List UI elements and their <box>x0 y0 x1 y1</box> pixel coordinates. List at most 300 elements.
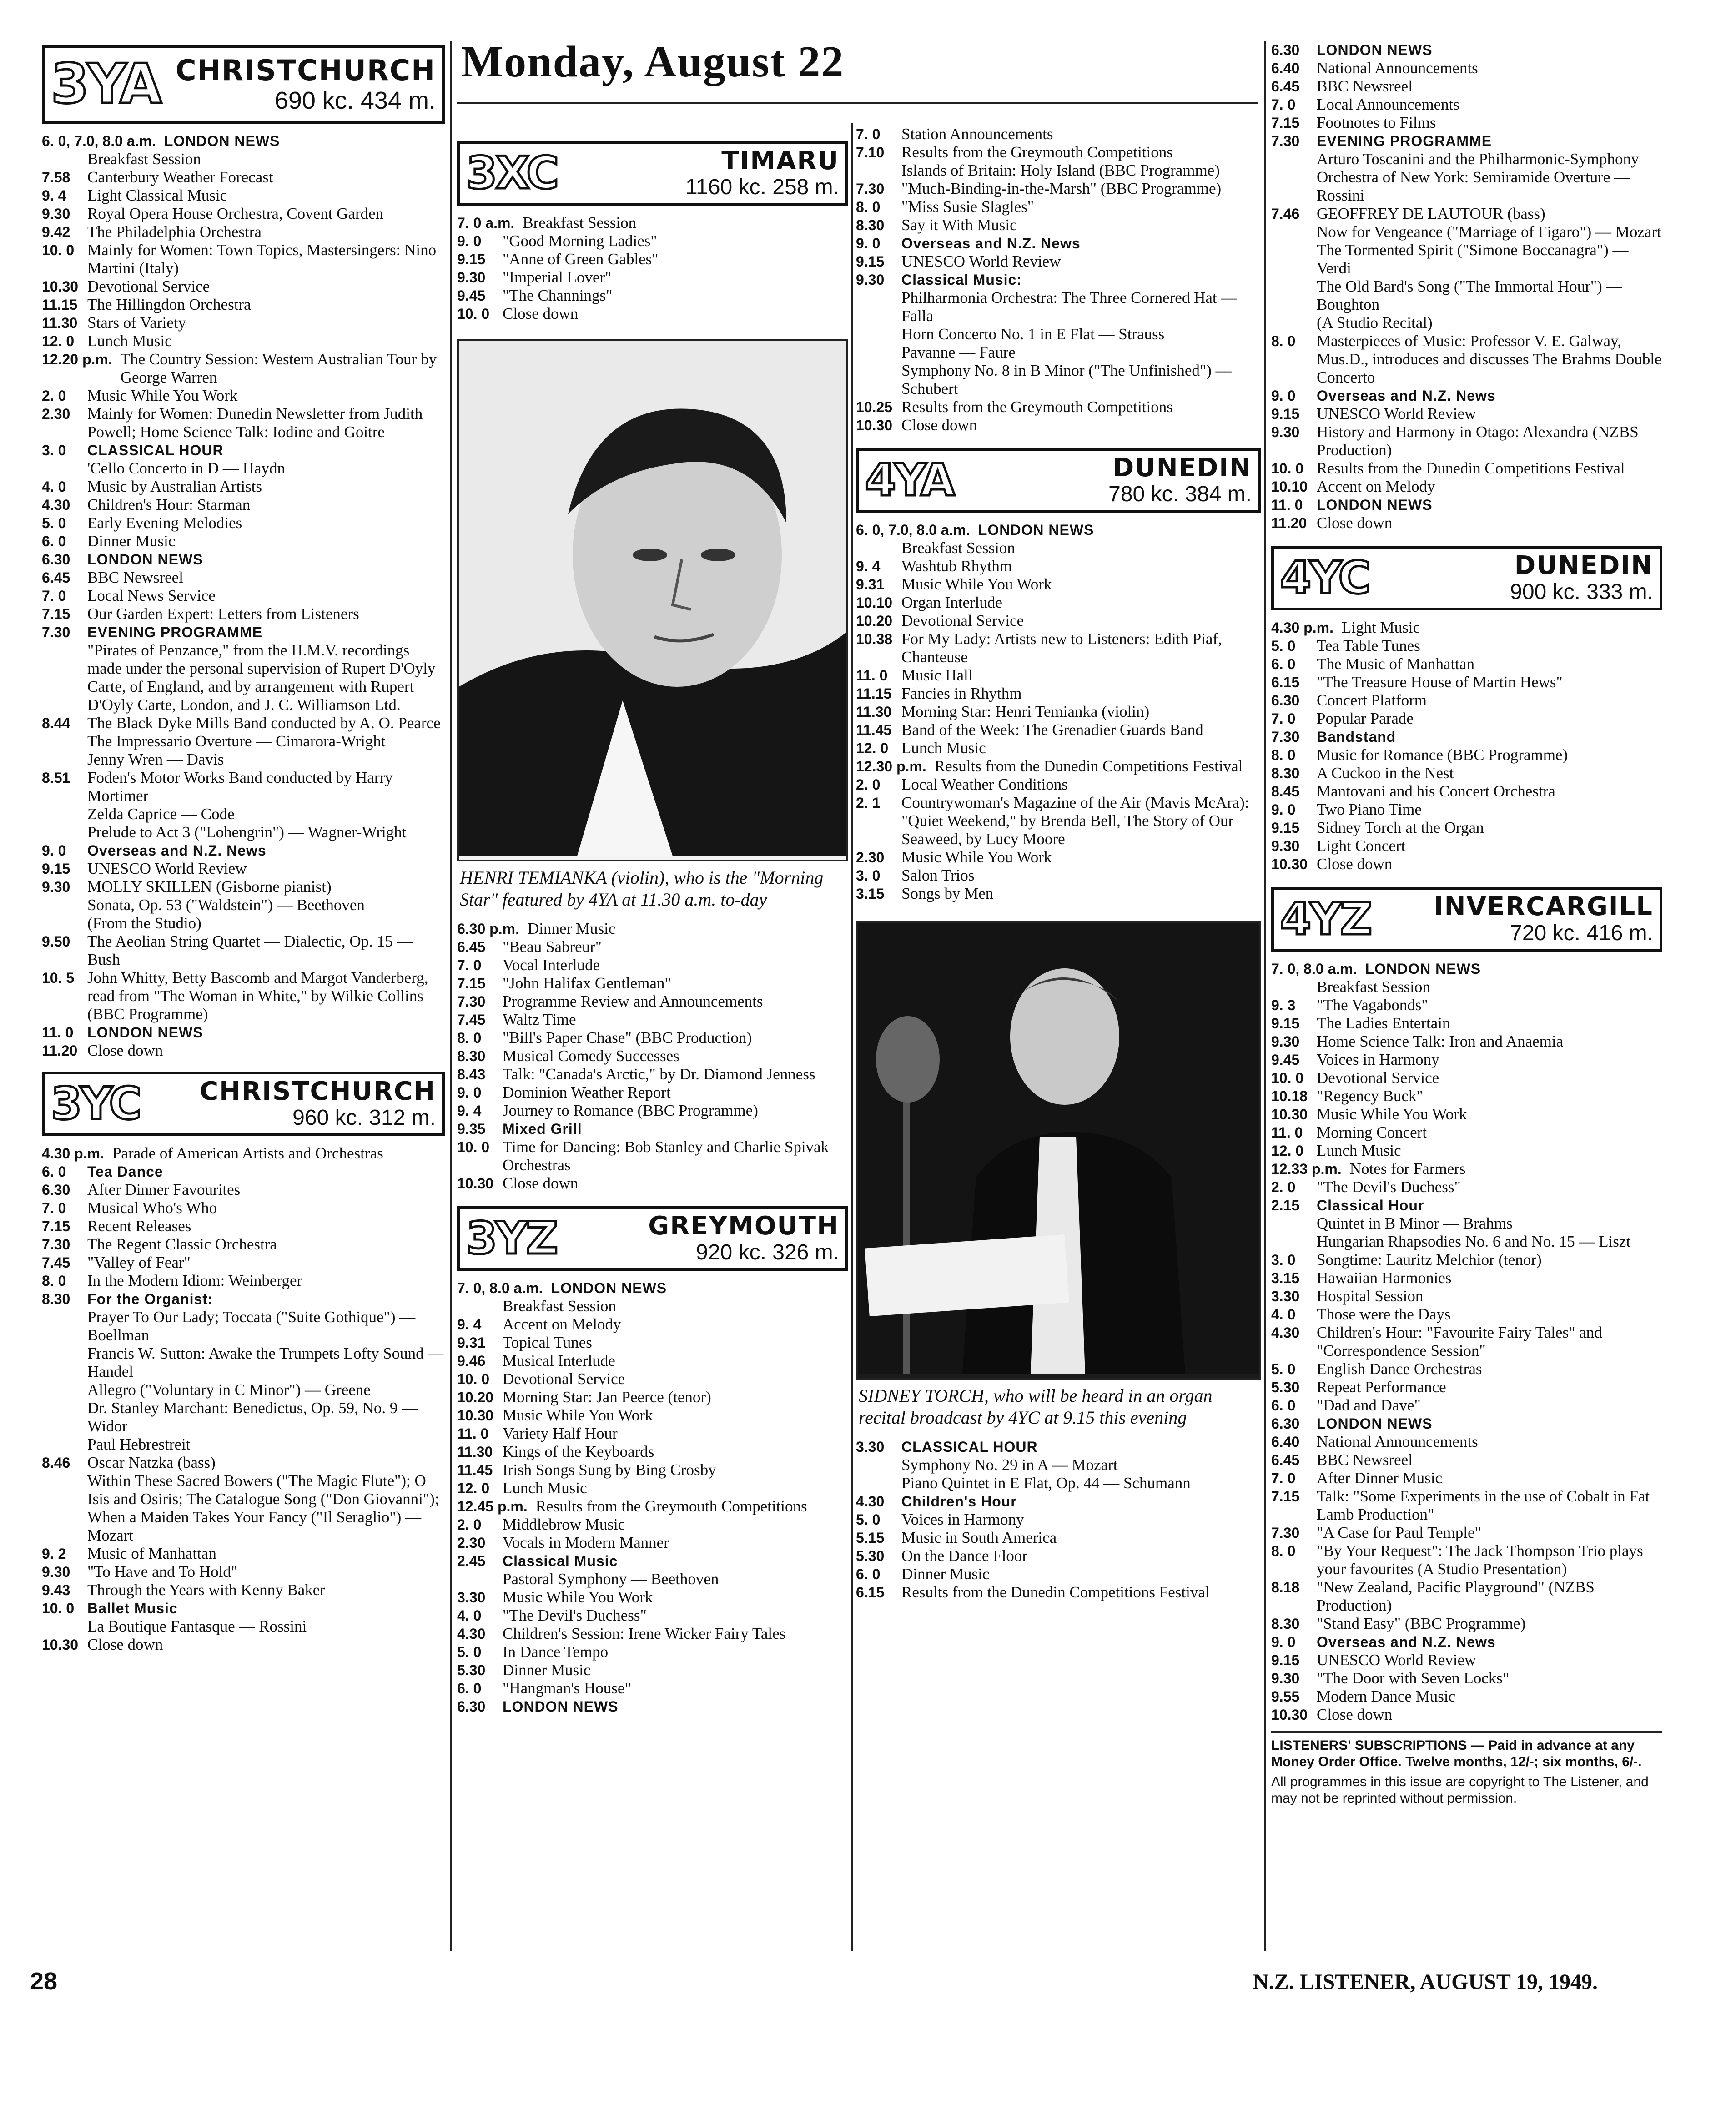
station-4ya-header <box>856 448 1261 513</box>
page-date-title: Monday, August 22 <box>461 37 845 86</box>
programme-time: 9.15 <box>1271 1015 1300 1032</box>
programme-row <box>856 703 1261 721</box>
station-3yz-header <box>457 1206 848 1271</box>
programme-title: For My Lady: Artists new to Listeners: Edith Piaf, Chanteuse <box>901 630 1222 666</box>
programme-title: Dinner Music <box>503 1661 591 1679</box>
station-4yz-header <box>1271 887 1662 952</box>
programme-time: 8.46 <box>42 1455 70 1471</box>
programme-row <box>42 223 445 241</box>
programme-title: "Pirates of Penzance," from the H.M.V. recordings made under the personal supervision of Rupert D'Oyly Carte, of England, and by arrangement with Rupert D'Oyly Carte, London, and J. C. Williamson Ltd. <box>87 641 436 714</box>
programme-row <box>42 769 445 805</box>
programme-row <box>42 1345 445 1381</box>
station-call-sign: 3XC <box>466 147 558 199</box>
programme-title: Accent on Melody <box>503 1315 621 1333</box>
programme-title: The Regent Classic Orchestra <box>87 1235 277 1253</box>
programme-row <box>42 1545 445 1563</box>
programme-title: Fancies in Rhythm <box>901 685 1022 702</box>
programme-time: 7. 0 <box>457 957 482 973</box>
programme-time: 4.30 p.m. <box>42 1145 104 1162</box>
programme-time: 6.15 <box>1271 674 1300 690</box>
programme-time: 5. 0 <box>1271 1361 1296 1377</box>
programme-title: Light Music <box>1341 619 1420 636</box>
programme-title: Canterbury Weather Forecast <box>87 168 273 186</box>
programme-title: Devotional Service <box>503 1370 625 1388</box>
programme-row <box>1271 114 1662 132</box>
programme-row <box>457 1174 848 1193</box>
programme-title: Early Evening Melodies <box>87 514 242 532</box>
programme-title: The Black Dyke Mills Band conducted by A. O. Pearce <box>87 714 441 732</box>
programme-time: 6. 0 <box>1271 656 1296 672</box>
programme-time: 9.31 <box>457 1334 486 1351</box>
programme-title: The Hillingdon Orchestra <box>87 296 251 313</box>
programme-row <box>856 685 1261 703</box>
programme-time: 10.30 <box>42 278 79 295</box>
programme-time: 6. 0 <box>457 1680 482 1697</box>
programme-time: 9.15 <box>42 861 70 877</box>
programme-time: 5. 0 <box>1271 638 1296 654</box>
programme-time: 8. 0 <box>1271 747 1296 763</box>
programme-title: Journey to Romance (BBC Programme) <box>503 1102 758 1119</box>
programme-time <box>457 1570 503 1588</box>
programme-row <box>856 143 1261 161</box>
programme-time: 7. 0 <box>42 1200 66 1216</box>
programme-row <box>1271 1487 1662 1524</box>
programme-time: 7. 0 <box>1271 1470 1296 1486</box>
station-city: CHRISTCHURCH <box>200 1077 436 1106</box>
programme-time: 6. 0, 7.0, 8.0 a.m. <box>856 522 970 538</box>
programme-row <box>1271 1142 1662 1160</box>
programme-time: 10.18 <box>1271 1088 1308 1104</box>
station-call-sign: 4YC <box>1280 552 1369 604</box>
programme-time: 5. 0 <box>856 1511 881 1528</box>
programme-title: Dinner Music <box>901 1565 990 1583</box>
programme-title: Close down <box>503 1174 579 1192</box>
programme-title: LONDON NEWS <box>87 1024 203 1041</box>
programme-title: Those were the Days <box>1317 1305 1451 1323</box>
programme-time: 2.30 <box>457 1535 486 1551</box>
programme-time: 8.30 <box>457 1048 486 1064</box>
programme-time <box>42 459 87 478</box>
programme-time: 9.15 <box>1271 820 1300 836</box>
programme-title: Accent on Melody <box>1317 478 1435 495</box>
programme-list-3xc <box>457 214 848 323</box>
programme-row <box>42 514 445 532</box>
programme-title: Close down <box>87 1636 163 1653</box>
programme-row <box>1271 241 1662 277</box>
programme-title: Overseas and N.Z. News <box>87 842 267 859</box>
column-1 <box>42 41 445 1654</box>
programme-title: Station Announcements <box>901 125 1053 143</box>
programme-title: Hawaiian Harmonies <box>1317 1269 1452 1287</box>
programme-title: Oscar Natzka (bass) <box>87 1454 216 1471</box>
programme-time: 12. 0 <box>42 333 75 349</box>
programme-row <box>42 277 445 296</box>
column-3 <box>856 125 1261 1601</box>
programme-title: "Anne of Green Gables" <box>503 250 659 268</box>
programme-title: For the Organist: <box>87 1291 213 1307</box>
programme-time: 11.15 <box>856 685 892 702</box>
programme-title: "Valley of Fear" <box>87 1254 191 1271</box>
programme-title: Stars of Variety <box>87 314 186 332</box>
programme-time: 7.30 <box>42 624 70 640</box>
programme-title: Time for Dancing: Bob Stanley and Charlie Spivak Orchestras <box>503 1138 829 1174</box>
programme-title: Dominion Weather Report <box>503 1083 671 1101</box>
programme-time: 11.30 <box>457 1444 493 1460</box>
programme-row <box>856 666 1261 685</box>
programme-row <box>856 630 1261 666</box>
programme-row <box>1271 728 1662 746</box>
programme-time: 2.45 <box>457 1553 486 1569</box>
programme-title: UNESCO World Review <box>87 860 247 877</box>
programme-row <box>42 1381 445 1399</box>
station-call-sign: 3YC <box>51 1078 140 1130</box>
programme-row <box>1271 710 1662 728</box>
programme-time: 9.50 <box>42 933 70 950</box>
programme-row <box>42 168 445 186</box>
programme-time: 11.30 <box>856 704 892 720</box>
programme-time: 11. 0 <box>457 1425 489 1442</box>
portrait-image <box>459 341 846 856</box>
programme-title: Pavanne — Faure <box>901 343 1016 361</box>
programme-time <box>1271 1233 1317 1251</box>
programme-row <box>457 305 848 323</box>
programme-title: LONDON NEWS <box>87 551 203 568</box>
programme-title: Classical Hour <box>1317 1197 1424 1214</box>
programme-time: 9.31 <box>856 576 885 593</box>
programme-time: 8.43 <box>457 1066 486 1083</box>
programme-row <box>42 459 445 478</box>
programme-time: 6. 0 <box>856 1566 881 1582</box>
programme-row <box>42 587 445 605</box>
programme-row <box>42 478 445 496</box>
programme-title: LONDON NEWS <box>1365 961 1481 977</box>
programme-title: Music While You Work <box>901 848 1052 866</box>
programme-time: 9. 4 <box>457 1103 482 1119</box>
programme-row <box>1271 41 1662 59</box>
programme-row <box>1271 514 1662 532</box>
programme-time: 11. 0 <box>1271 1124 1303 1141</box>
column-4 <box>1271 41 1662 1807</box>
programme-title: "The Channings" <box>503 287 613 304</box>
programme-time: 9. 0 <box>457 233 482 249</box>
programme-title: Close down <box>1317 514 1393 532</box>
programme-title: UNESCO World Review <box>1317 405 1476 423</box>
programme-row <box>856 1529 1261 1547</box>
programme-title: Lunch Music <box>87 332 172 350</box>
programme-row <box>1271 223 1662 241</box>
programme-time: 3.15 <box>1271 1270 1300 1286</box>
programme-time <box>42 805 87 823</box>
programme-title: Musical Comedy Successes <box>503 1047 679 1065</box>
programme-title: "Imperial Lover" <box>503 268 612 286</box>
programme-row <box>1271 978 1662 996</box>
station-frequency: 900 kc. 333 m. <box>1510 580 1653 604</box>
programme-row <box>42 914 445 932</box>
programme-title: On the Dance Floor <box>901 1547 1028 1565</box>
programme-title: Results from the Greymouth Competitions <box>901 143 1173 161</box>
programme-row <box>1271 77 1662 96</box>
programme-time <box>1271 978 1317 996</box>
photo-caption: HENRI TEMIANKA (violin), who is the "Morning Star" featured by 4YA at 11.30 a.m. to-day <box>460 867 824 910</box>
programme-title: LONDON NEWS <box>978 522 1094 538</box>
programme-row <box>42 387 445 405</box>
programme-time: 7.30 <box>856 181 885 197</box>
programme-time: 12.20 p.m. <box>42 351 112 368</box>
programme-time: 10.30 <box>1271 1707 1308 1723</box>
programme-title: Music While You Work <box>503 1588 653 1606</box>
programme-time: 12. 0 <box>1271 1143 1304 1159</box>
programme-row <box>42 896 445 914</box>
programme-time: 10.30 <box>42 1637 79 1653</box>
programme-title: Prelude to Act 3 ("Lohengrin") — Wagner-Wright <box>87 823 407 841</box>
programme-title: Children's Hour: Starman <box>87 496 251 514</box>
programme-row <box>42 1617 445 1636</box>
programme-title: In the Modern Idiom: Weinberger <box>87 1272 302 1289</box>
programme-title: "The Devil's Duchess" <box>1317 1178 1461 1196</box>
programme-time: 4. 0 <box>42 478 66 495</box>
programme-title: Allegro ("Voluntary in C Minor") — Greene <box>87 1381 371 1399</box>
programme-time <box>856 343 901 362</box>
programme-time: 2.30 <box>856 849 885 866</box>
programme-time <box>42 1345 87 1381</box>
programme-row <box>856 739 1261 757</box>
programme-title: Results from the Dunedin Competitions Festival <box>934 757 1243 775</box>
programme-time: 4.30 <box>42 497 70 513</box>
programme-row <box>1271 1233 1662 1251</box>
programme-time: 6.30 p.m. <box>457 921 519 937</box>
programme-time: 6.45 <box>1271 1452 1300 1468</box>
programme-title: Breakfast Session <box>87 150 201 168</box>
programme-row <box>42 532 445 550</box>
programme-title: Breakfast Session <box>901 539 1015 557</box>
programme-time: 9.30 <box>42 206 70 222</box>
programme-time: 9.30 <box>1271 424 1300 440</box>
programme-time: 8. 0 <box>457 1030 482 1046</box>
programme-row <box>1271 1542 1662 1578</box>
programme-row <box>1271 1360 1662 1378</box>
programme-title: Parade of American Artists and Orchestras <box>112 1144 383 1162</box>
programme-row <box>42 1144 445 1163</box>
programme-title: (From the Studio) <box>87 914 201 932</box>
programme-row <box>1271 1451 1662 1469</box>
programme-time: 6.30 <box>457 1698 486 1715</box>
programme-row <box>457 287 848 305</box>
programme-title: Sidney Torch at the Organ <box>1317 819 1484 836</box>
programme-time: 8.30 <box>42 1291 70 1307</box>
programme-time <box>856 289 901 325</box>
programme-time: 9. 4 <box>856 558 881 574</box>
programme-time <box>42 1435 87 1454</box>
programme-title: Overseas and N.Z. News <box>1317 1634 1496 1650</box>
programme-title: Our Garden Expert: Letters from Listeners <box>87 605 359 623</box>
programme-time: 9.30 <box>457 269 486 286</box>
programme-row <box>457 920 848 938</box>
programme-time: 10.30 <box>856 417 893 433</box>
programme-row <box>1271 1069 1662 1087</box>
programme-row <box>42 750 445 769</box>
programme-row <box>1271 59 1662 77</box>
programme-time: 9. 2 <box>42 1546 66 1562</box>
programme-title: Close down <box>901 416 977 434</box>
station-city: DUNEDIN <box>1514 551 1653 580</box>
programme-time <box>856 1456 901 1474</box>
programme-title: Breakfast Session <box>503 1297 616 1315</box>
programme-row <box>42 186 445 205</box>
programme-title: The Tormented Spirit ("Simone Boccanagra") — Verdi <box>1317 241 1629 277</box>
station-call-sign: 4YZ <box>1280 893 1371 945</box>
programme-title: Salon Trios <box>901 866 975 884</box>
programme-title: National Announcements <box>1317 1433 1478 1450</box>
programme-time: 9. 4 <box>42 187 66 204</box>
programme-time <box>1271 277 1317 314</box>
programme-row <box>856 757 1261 776</box>
programme-title: CLASSICAL HOUR <box>87 442 224 458</box>
programme-row <box>1271 132 1662 150</box>
programme-time: 6.15 <box>856 1584 885 1601</box>
programme-row <box>1271 1469 1662 1487</box>
programme-title: After Dinner Music <box>1317 1469 1443 1487</box>
programme-row <box>856 885 1261 903</box>
programme-time: 7. 0, 8.0 a.m. <box>1271 961 1357 977</box>
programme-row <box>1271 819 1662 837</box>
programme-title: Music in South America <box>901 1529 1057 1546</box>
programme-time: 10. 0 <box>42 1600 75 1616</box>
programme-time: 10. 5 <box>42 970 75 986</box>
programme-row <box>457 1334 848 1352</box>
programme-title: BBC Newsreel <box>1317 77 1413 95</box>
programme-row <box>1271 1651 1662 1669</box>
programme-time <box>457 1297 503 1315</box>
programme-time: 10. 0 <box>1271 1070 1304 1086</box>
programme-time: 6.45 <box>42 569 70 586</box>
programme-row <box>856 325 1261 343</box>
programme-row <box>42 350 445 387</box>
programme-time: 12. 0 <box>856 740 889 756</box>
programme-row <box>856 521 1261 539</box>
programme-row <box>457 992 848 1011</box>
programme-time: 6.30 <box>1271 1415 1300 1432</box>
programme-row <box>42 1199 445 1217</box>
programme-time: 9. 0 <box>1271 388 1296 404</box>
programme-list-3yz <box>457 1279 848 1716</box>
programme-row <box>42 241 445 277</box>
programme-row <box>457 974 848 992</box>
programme-row <box>1271 1214 1662 1233</box>
programme-row <box>457 1643 848 1661</box>
programme-title: Sonata, Op. 53 ("Waldstein") — Beethoven <box>87 896 365 914</box>
programme-row <box>1271 996 1662 1014</box>
programme-row <box>1271 423 1662 459</box>
station-call-sign: 3YZ <box>466 1213 557 1264</box>
programme-title: Philharmonia Orchestra: The Three Cornered Hat — Falla <box>901 289 1237 325</box>
programme-time: 5.30 <box>856 1548 885 1564</box>
programme-time: 7.15 <box>1271 1488 1300 1505</box>
programme-time: 10. 0 <box>457 1139 490 1155</box>
programme-row <box>457 1516 848 1534</box>
programme-title: Results from the Dunedin Competitions Festival <box>901 1583 1210 1601</box>
programme-title: Band of the Week: The Grenadier Guards Band <box>901 721 1203 739</box>
station-frequency: 690 kc. 434 m. <box>274 87 436 114</box>
programme-time <box>1271 241 1317 277</box>
programme-title: Ballet Music <box>87 1600 178 1616</box>
programme-row <box>1271 1032 1662 1051</box>
programme-time: 6.30 <box>1271 42 1300 58</box>
programme-time: 9.30 <box>856 272 885 288</box>
programme-time: 10.30 <box>1271 856 1308 872</box>
programme-time: 8. 0 <box>1271 333 1296 349</box>
programme-time: 6.30 <box>42 1182 70 1198</box>
programme-row <box>1271 205 1662 223</box>
programme-title: Royal Opera House Orchestra, Covent Garden <box>87 205 384 222</box>
programme-list-3xc-evening <box>457 920 848 1193</box>
programme-time: 10.25 <box>856 399 893 415</box>
programme-title: Children's Session: Irene Wicker Fairy Tales <box>503 1625 786 1642</box>
programme-title: Islands of Britain: Holy Island (BBC Programme) <box>901 161 1220 179</box>
programme-time: 2. 0 <box>457 1516 482 1533</box>
programme-title: Local Announcements <box>1317 96 1459 113</box>
programme-row <box>856 252 1261 271</box>
programme-title: "Regency Buck" <box>1317 1087 1423 1105</box>
programme-list-4yz <box>1271 960 1662 1724</box>
programme-title: "A Case for Paul Temple" <box>1317 1524 1481 1541</box>
programme-row <box>42 1399 445 1435</box>
programme-time: 3.30 <box>1271 1288 1300 1304</box>
programme-row <box>856 848 1261 866</box>
programme-time <box>42 1308 87 1345</box>
programme-title: MOLLY SKILLEN (Gisborne pianist) <box>87 878 332 896</box>
programme-row <box>457 1388 848 1406</box>
programme-time: 4. 0 <box>457 1607 482 1624</box>
programme-title: The Philadelphia Orchestra <box>87 223 262 241</box>
programme-row <box>457 1443 848 1461</box>
programme-row <box>1271 1615 1662 1633</box>
programme-time: 3. 0 <box>856 867 881 884</box>
programme-time: 12.30 p.m. <box>856 758 926 775</box>
programme-time: 10.30 <box>457 1175 494 1192</box>
programme-time: 8.44 <box>42 715 70 731</box>
programme-title: UNESCO World Review <box>1317 1651 1476 1669</box>
programme-title: Voices in Harmony <box>901 1511 1024 1528</box>
programme-title: BBC Newsreel <box>1317 1451 1413 1469</box>
programme-row <box>856 180 1261 198</box>
programme-time: 12.45 p.m. <box>457 1498 528 1515</box>
programme-row <box>457 1425 848 1443</box>
programme-row <box>42 132 445 150</box>
programme-row <box>42 1181 445 1199</box>
programme-row <box>856 721 1261 739</box>
publication-footer: N.Z. LISTENER, AUGUST 19, 1949. <box>1253 1970 1598 1994</box>
programme-row <box>457 1588 848 1606</box>
programme-title: Children's Hour: "Favourite Fairy Tales" and "Correspondence Session" <box>1317 1324 1602 1360</box>
programme-time <box>1271 1214 1317 1233</box>
programme-time: 8. 0 <box>42 1273 66 1289</box>
programme-time: 9. 0 <box>1271 1634 1296 1650</box>
programme-row <box>1271 1687 1662 1706</box>
programme-row <box>1271 691 1662 710</box>
programme-time: 7.45 <box>42 1254 70 1271</box>
programme-title: EVENING PROGRAMME <box>87 624 263 640</box>
programme-time: 8.18 <box>1271 1579 1300 1596</box>
programme-title: Notes for Farmers <box>1349 1160 1466 1178</box>
programme-time: 2. 0 <box>856 776 881 793</box>
programme-row <box>42 823 445 841</box>
programme-row <box>42 296 445 314</box>
programme-title: "The Devil's Duchess" <box>503 1606 647 1624</box>
programme-time: 8.45 <box>1271 783 1300 800</box>
programme-title: Horn Concerto No. 1 in E Flat — Strauss <box>901 325 1165 343</box>
subscriptions-text: LISTENERS' SUBSCRIPTIONS — Paid in advance at any Money Order Office. Twelve months, 12/-; six months, 6/-. <box>1271 1738 1642 1769</box>
programme-title: Classical Music: <box>901 272 1022 288</box>
